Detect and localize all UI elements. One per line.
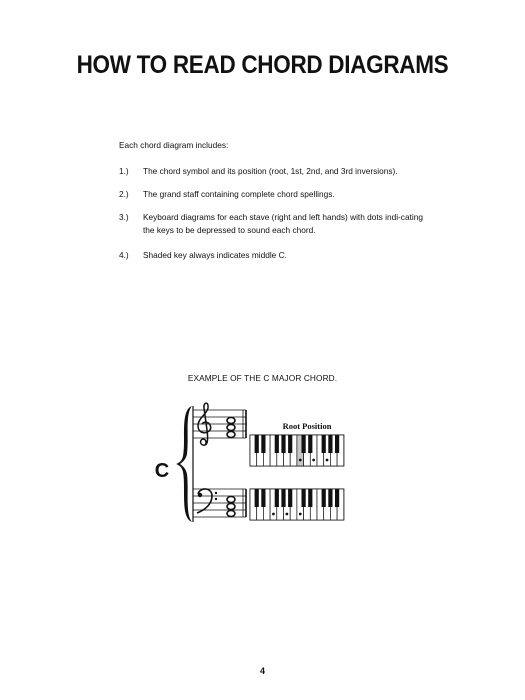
black-key <box>322 435 326 453</box>
black-key <box>275 489 279 507</box>
black-key <box>328 489 332 507</box>
black-key <box>281 489 285 507</box>
bass-clef-icon <box>197 489 217 513</box>
black-key <box>322 489 326 507</box>
black-key <box>288 435 292 453</box>
black-key <box>255 489 259 507</box>
black-key <box>261 489 265 507</box>
black-key <box>328 435 332 453</box>
key-dot <box>299 513 302 516</box>
key-dot <box>285 513 288 516</box>
list-item-text: The chord symbol and its position (root, 1st, 2nd, and 3rd inversions). <box>143 166 398 176</box>
list-item-text: The grand staff containing complete chord spellings. <box>143 189 335 199</box>
black-key <box>302 489 306 507</box>
list-item-number: 4.) <box>119 250 129 260</box>
example-caption: EXAMPLE OF THE C MAJOR CHORD. <box>187 373 338 383</box>
black-key <box>288 489 292 507</box>
key-dot <box>299 459 302 462</box>
list-item-text: Keyboard diagrams for each stave (right and left hands) with dots indi-cating the keys to be depressed to sound each chord. <box>143 212 423 235</box>
black-key <box>255 435 259 453</box>
list-item-number: 2.) <box>119 189 129 199</box>
key-dot <box>272 513 275 516</box>
treble-keyboard-diagram <box>250 435 344 466</box>
page-title: HOW TO READ CHORD DIAGRAMS <box>76 50 449 79</box>
key-dot <box>326 459 329 462</box>
black-key <box>335 489 339 507</box>
list-item-number: 1.) <box>119 166 129 176</box>
black-key <box>302 435 306 453</box>
grand-staff-brace <box>176 406 192 522</box>
black-key <box>308 435 312 453</box>
list-item-number: 3.) <box>119 212 129 222</box>
chord-symbol: C <box>154 460 170 482</box>
page-number: 4 <box>259 666 265 676</box>
black-key <box>275 435 279 453</box>
black-key <box>261 435 265 453</box>
bass-chord-notes <box>227 497 235 517</box>
chord-position-label: Root Position <box>282 421 332 431</box>
bass-keyboard-diagram <box>250 489 344 520</box>
black-key <box>308 489 312 507</box>
treble-chord-notes <box>227 418 235 438</box>
treble-staff <box>193 406 246 522</box>
key-dot <box>312 459 315 462</box>
intro-text: Each chord diagram includes: <box>119 140 229 150</box>
black-key <box>281 435 285 453</box>
list-item-text: Shaded key always indicates middle C. <box>143 250 287 260</box>
black-key <box>335 435 339 453</box>
